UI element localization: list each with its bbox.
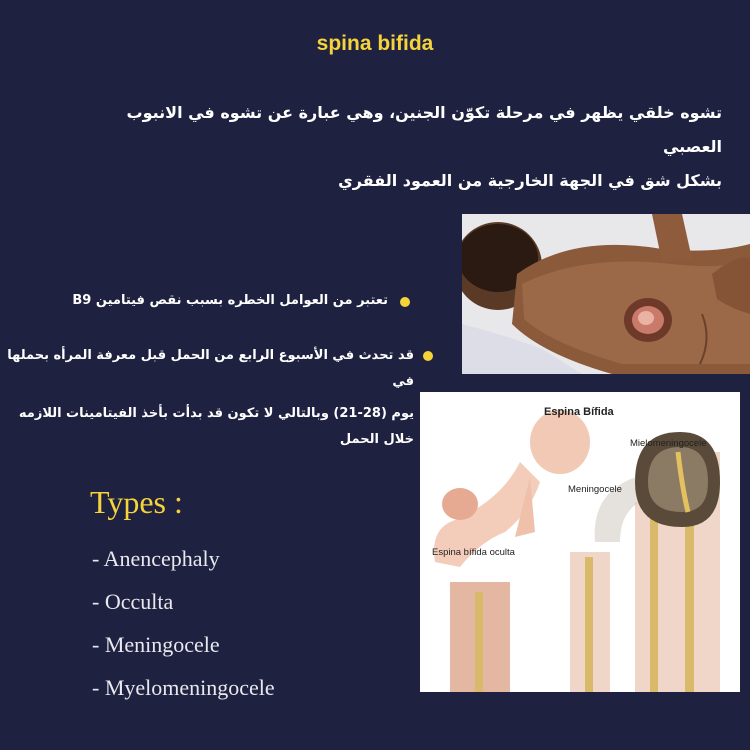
infant-back-photo [462,214,750,374]
diagram-title: Espina Bífida [544,406,614,418]
type-anencephaly: - Anencephaly [92,546,220,571]
bullet-dot-2 [423,351,433,361]
type-myelomeningocele: - Myelomeningocele [92,675,275,700]
label-mielomeningocele: Mielomeningocele [630,438,707,449]
bullet-1-text: تعتبر من العوامل الخطره بسبب نقص فيتامين B9 [72,293,388,308]
types-list [92,543,275,715]
bullet-2-text [4,343,414,453]
bullet-dot-1 [400,297,410,307]
page-title: spina bifida [316,32,434,55]
types-heading: Types : [90,484,183,520]
infant-back-illustration [462,214,750,374]
intro-paragraph [72,96,722,198]
spine-illustration [420,392,740,692]
type-occulta: - Occulta [92,589,174,614]
bullet-2-line-3: خلال الحمل [339,432,414,447]
bullet-2-line-1: قد تحدث في الأسبوع الرابع من الحمل قبل معرفة المرأه بحملها في [7,348,414,389]
spina-bifida-diagram [420,392,740,692]
bullet-2-line-2: يوم (28-21) وبالتالي لا تكون قد بدأت بأخذ الفيتامينات اللازمه [18,406,414,421]
intro-line-2: بشكل شق في الجهة الخارجية من العمود الفقري [338,171,722,190]
intro-line-1: تشوه خلقي يظهر في مرحلة تكوّن الجنين، وهي عبارة عن تشوه في الانبوب العصبي [126,103,722,156]
label-espina-bifida-oculta: Espina bífida oculta [432,547,515,558]
label-meningocele: Meningocele [568,484,622,495]
type-meningocele: - Meningocele [92,632,220,657]
